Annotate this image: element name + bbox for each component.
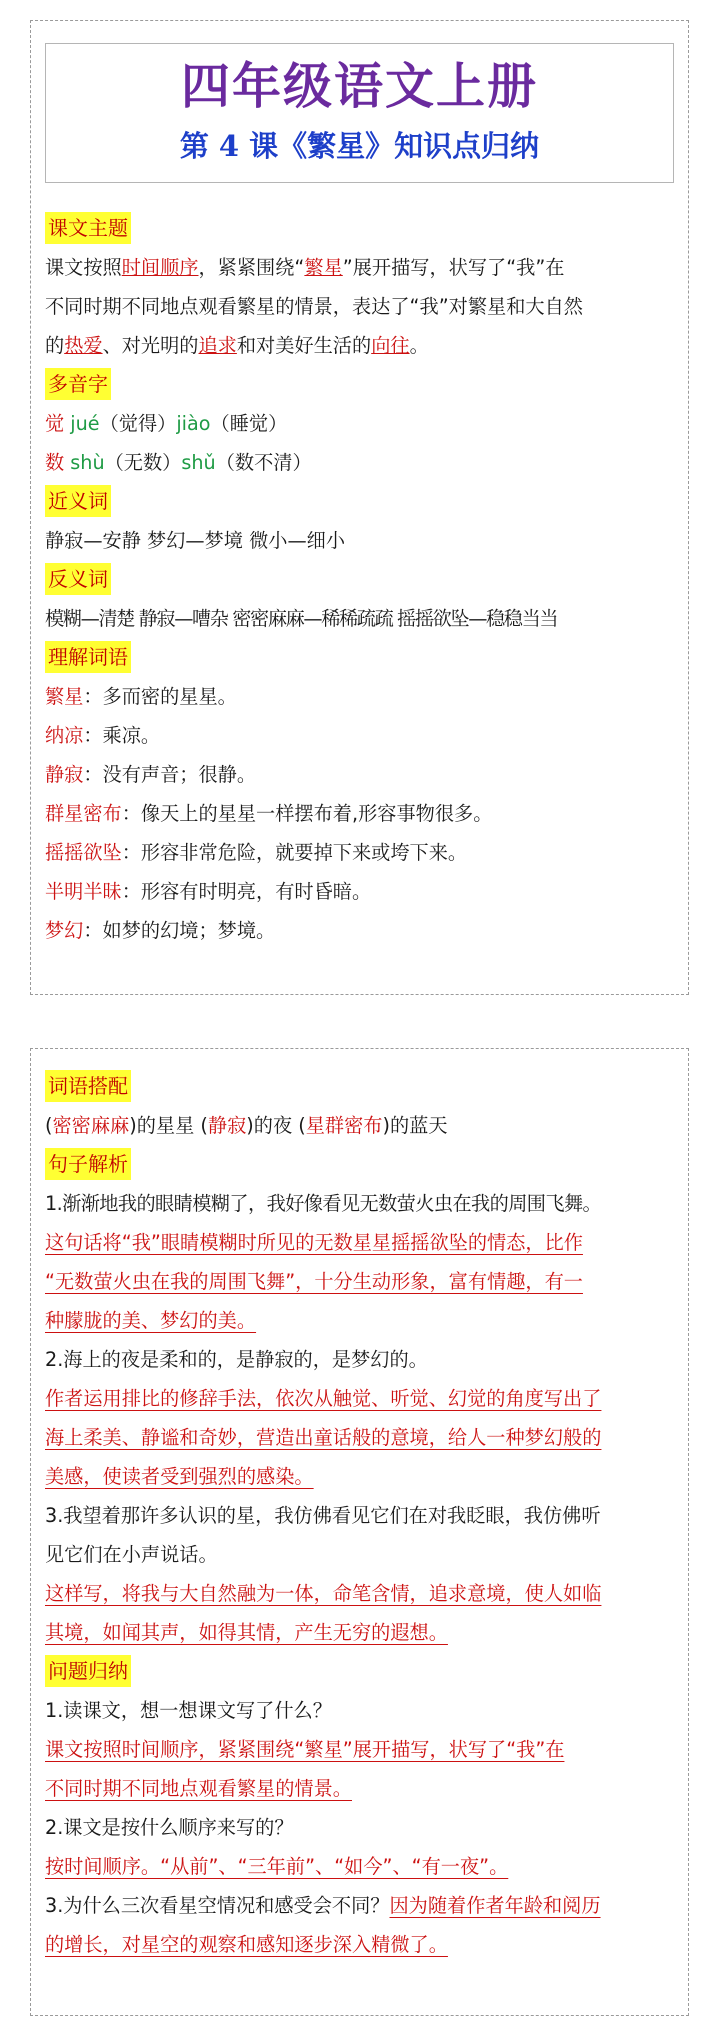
analysis-1: 这句话将“我”眼睛模糊时所见的无数星星摇摇欲坠的情态，比作 “无数萤火虫在我的周围飞舞”，十分生动形象，富有情趣，有一 种朦胧的美、梦幻的美。	[45, 1231, 583, 1332]
knowledge-card-1	[30, 20, 689, 995]
answer-1: 课文按照时间顺序，紧紧围绕“繁星”展开描写，状写了“我”在 不同时期不同地点观看繁星的情景。	[45, 1738, 565, 1800]
analysis-3: 这样写，将我与大自然融为一体，命笔含情，追求意境，使人如临 其境，如闻其声，如得其情，产生无穷的遐想。	[45, 1582, 602, 1644]
section-heading-theme: 课文主题	[45, 212, 131, 244]
vocab-item: 繁星：多而密的星星。	[45, 685, 237, 708]
collocation-text: (密密麻麻)的星星 (静寂)的夜 (星群密布)的蓝天	[45, 1114, 448, 1137]
vocab-item: 摇摇欲坠：形容非常危险，就要掉下来或垮下来。	[45, 841, 468, 864]
polyphone-item: 觉 jué（觉得）jiào（睡觉）	[45, 412, 288, 435]
sentence-2: 2.海上的夜是柔和的，是静寂的，是梦幻的。	[45, 1348, 428, 1371]
section-heading-antonyms: 反义词	[45, 563, 111, 595]
title-box	[45, 43, 674, 183]
theme-line-1: 课文按照时间顺序，紧紧围绕“繁星”展开描写，状写了“我”在	[45, 256, 565, 279]
section-heading-questions: 问题归纳	[45, 1655, 131, 1687]
vocab-item: 半明半昧：形容有时明亮，有时昏暗。	[45, 880, 372, 903]
section-heading-sentence-analysis: 句子解析	[45, 1148, 131, 1180]
vocab-item: 纳凉：乘凉。	[45, 724, 161, 747]
section-heading-polyphones: 多音字	[45, 368, 111, 400]
card-1-content	[45, 209, 679, 950]
answer-2: 按时间顺序。“从前”、“三年前”、“如今”、“有一夜”。	[45, 1855, 509, 1878]
answer-3: 的增长，对星空的观察和感知逐步深入精微了。	[45, 1933, 448, 1956]
question-1: 1.读课文，想一想课文写了什么？	[45, 1699, 332, 1722]
synonyms-text: 静寂—安静 梦幻—梦境 微小—细小	[45, 529, 346, 552]
page-title: 四年级语文上册	[180, 57, 538, 115]
vocab-item: 静寂：没有声音；很静。	[45, 763, 257, 786]
vocab-item: 群星密布：像天上的星星一样摆布着,形容事物很多。	[45, 802, 493, 825]
sentence-1: 1.渐渐地我的眼睛模糊了，我好像看见无数萤火虫在我的周围飞舞。	[45, 1192, 602, 1215]
question-2: 2.课文是按什么顺序来写的？	[45, 1816, 294, 1839]
analysis-2: 作者运用排比的修辞手法，依次从触觉、听觉、幻觉的角度写出了 海上柔美、静谧和奇妙，营造出童话般的意境，给人一种梦幻般的 美感，使读者受到强烈的感染。	[45, 1387, 602, 1488]
antonyms-text: 模糊—清楚 静寂—嘈杂 密密麻麻—稀稀疏疏 摇摇欲坠—稳稳当当	[45, 607, 558, 630]
question-3: 3.为什么三次看星空情况和感受会不同？因为随着作者年龄和阅历	[45, 1894, 601, 1917]
section-heading-collocation: 词语搭配	[45, 1070, 131, 1102]
theme-line-2: 不同时期不同地点观看繁星的情景，表达了“我”对繁星和大自然	[45, 295, 583, 318]
theme-line-3: 的热爱、对光明的追求和对美好生活的向往。	[45, 334, 429, 357]
knowledge-card-2	[30, 1048, 689, 2016]
vocab-item: 梦幻：如梦的幻境；梦境。	[45, 919, 276, 942]
section-heading-vocabulary: 理解词语	[45, 641, 131, 673]
lesson-subtitle: 第 4 课《繁星》知识点归纳	[179, 129, 540, 163]
section-heading-synonyms: 近义词	[45, 485, 111, 517]
card-2-content	[45, 1067, 679, 1964]
sentence-3: 3.我望着那许多认识的星，我仿佛看见它们在对我眨眼，我仿佛听 见它们在小声说话。	[45, 1504, 601, 1566]
polyphone-item: 数 shù（无数）shǔ（数不清）	[45, 451, 312, 474]
